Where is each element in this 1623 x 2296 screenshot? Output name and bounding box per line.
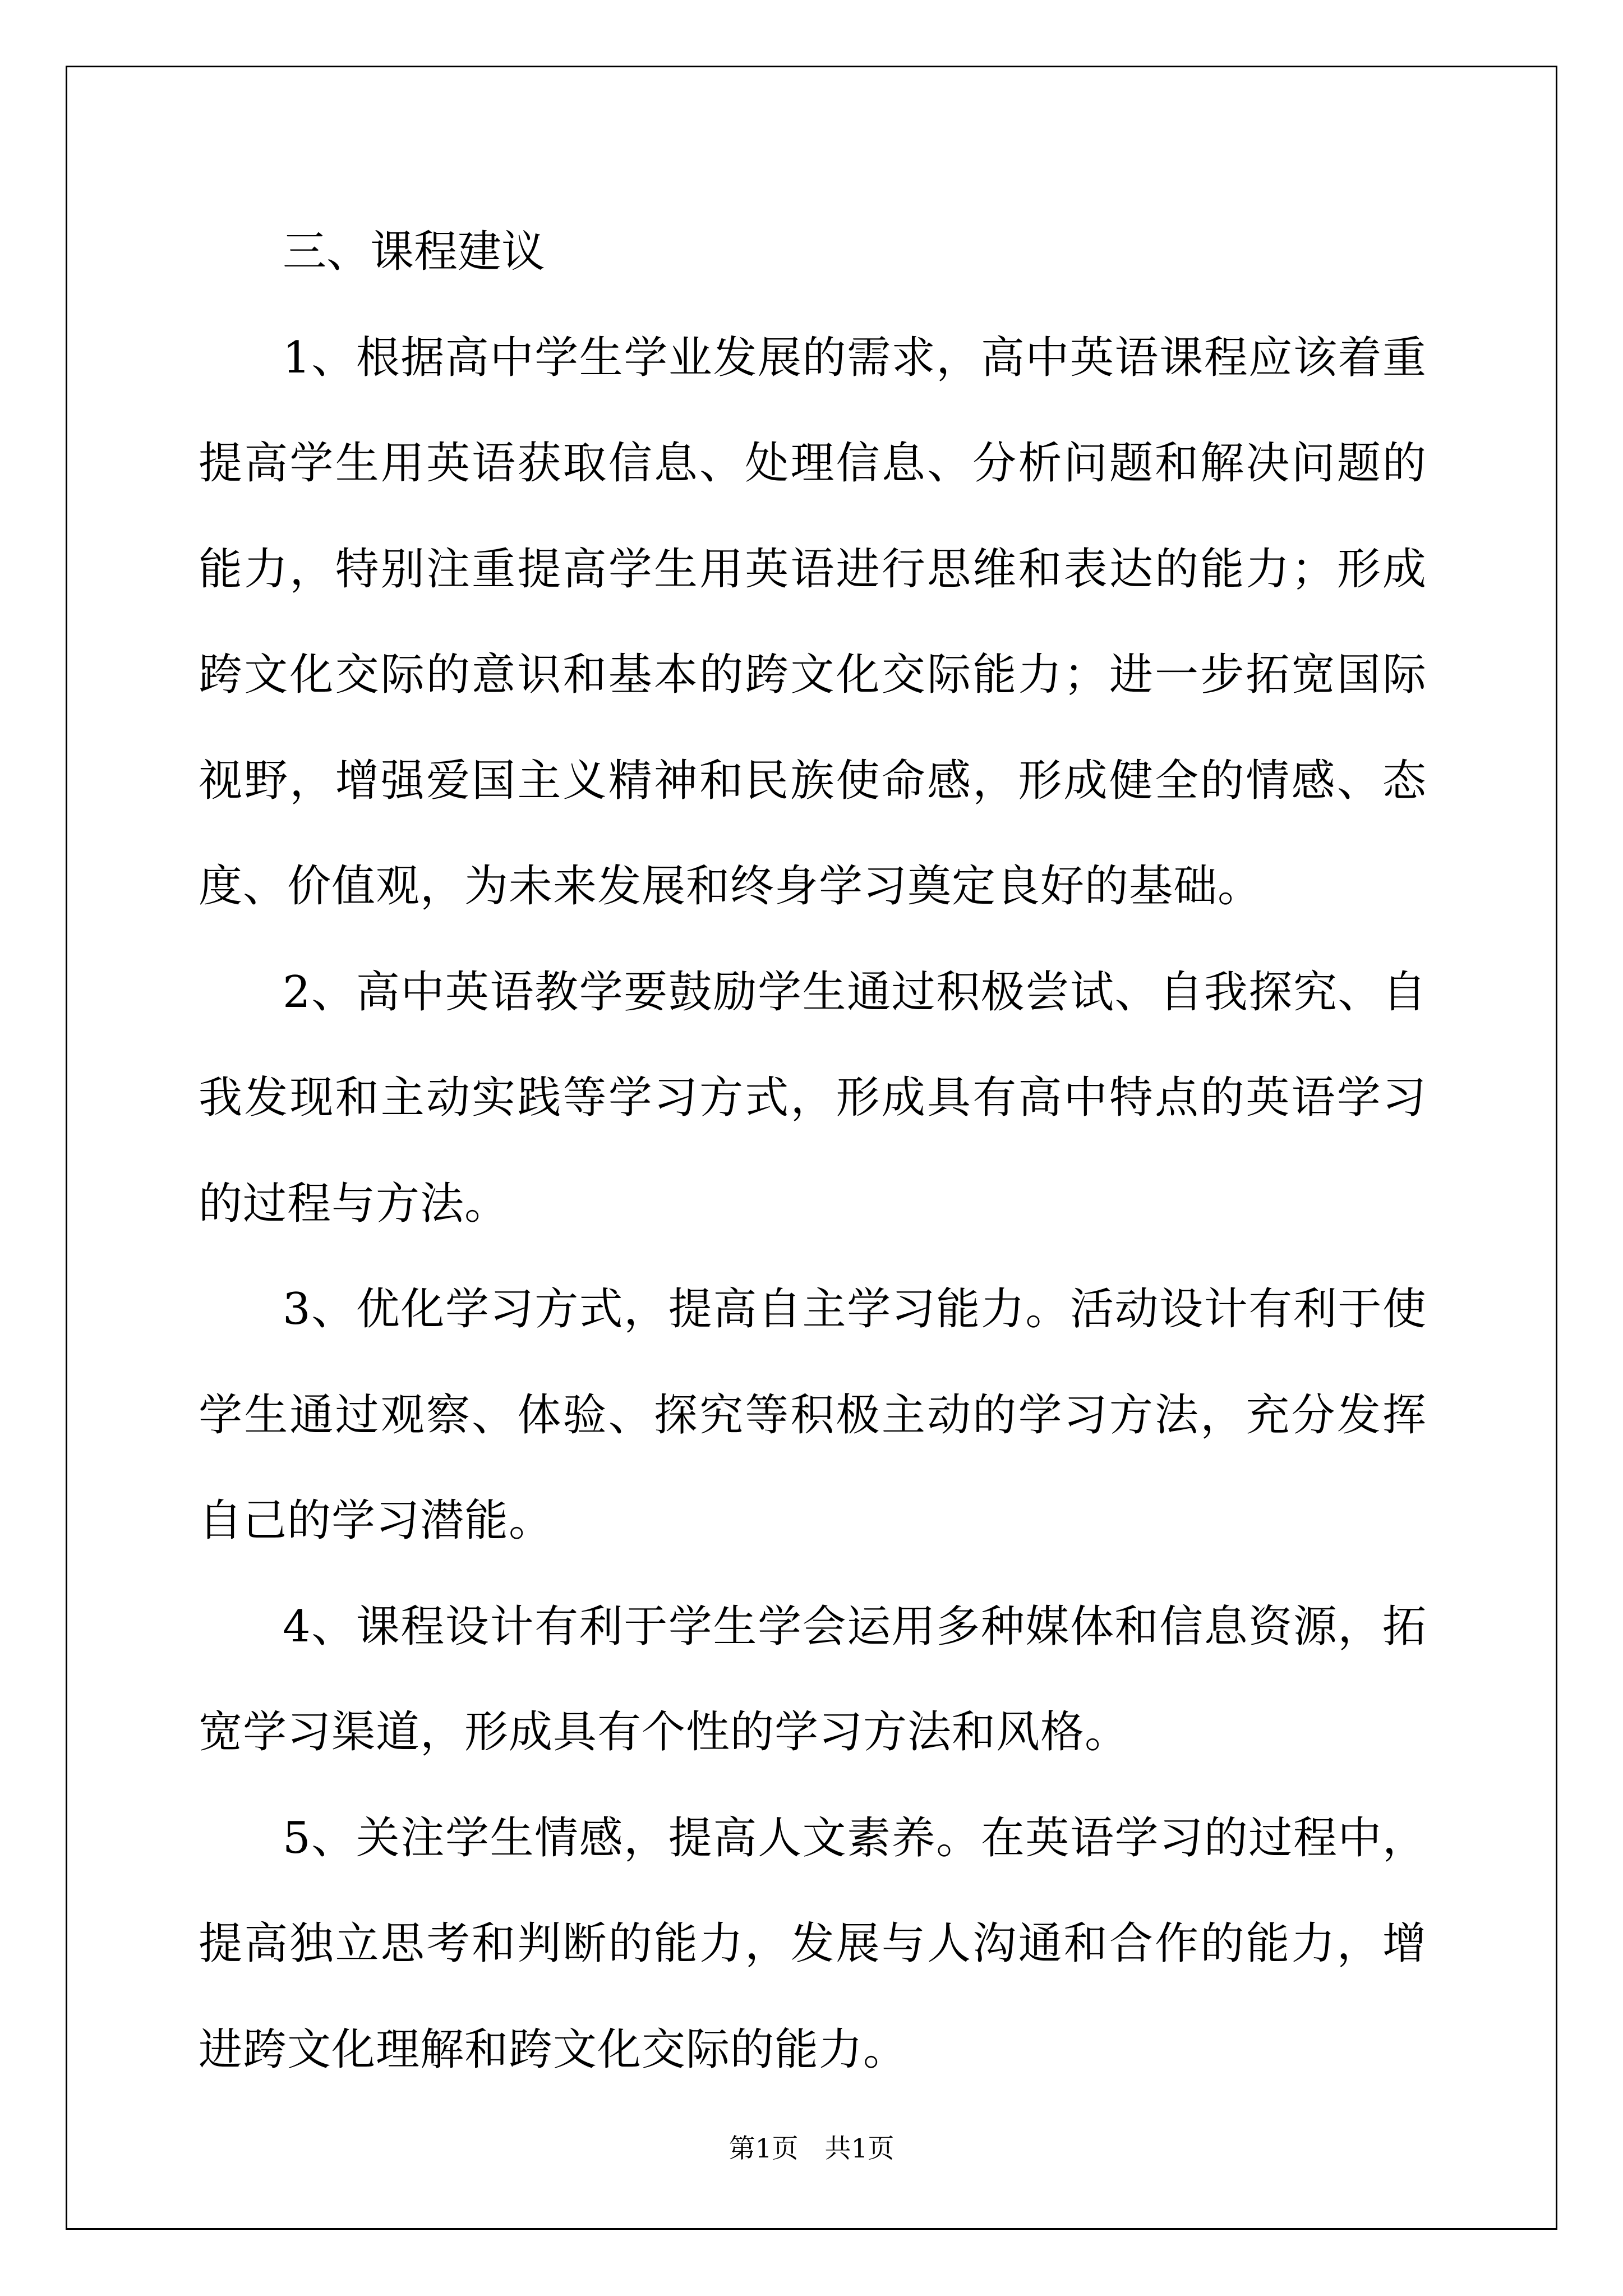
paragraph-1: 1、根据高中学生学业发展的需求，高中英语课程应该着重提高学生用英语获取信息、处理信息、分析问题和解决问题的能力，特别注重提高学生用英语进行思维和表达的能力；形成跨文化交际的意识和基本的跨文化交际能力；进一步拓宽国际视野，增强爱国主义精神和民族使命感，形成健全的情感、态度、价值观，为未来发展和终身学习奠定良好的基础。	[199, 332, 1427, 912]
paragraph-3: 3、优化学习方式，提高自主学习能力。活动设计有利于使学生通过观察、体验、探究等积极主动的学习方法，充分发挥自己的学习潜能。	[199, 1284, 1427, 1546]
paragraph-2: 2、高中英语教学要鼓励学生通过积极尝试、自我探究、自我发现和主动实践等学习方式，形成具有高中特点的英语学习的过程与方法。	[199, 967, 1427, 1229]
page-number-footer: 第1页 共1页	[728, 2133, 895, 2164]
paragraph-4: 4、课程设计有利于学生学会运用多种媒体和信息资源，拓宽学习渠道，形成具有个性的学习方法和风格。	[199, 1601, 1427, 1757]
document-body	[199, 199, 1427, 2102]
section-heading: 三、课程建议	[283, 227, 546, 277]
paragraph-5: 5、关注学生情感，提高人文素养。在英语学习的过程中，提高独立思考和判断的能力，发展与人沟通和合作的能力，增进跨文化理解和跨文化交际的能力。	[199, 1812, 1427, 2075]
